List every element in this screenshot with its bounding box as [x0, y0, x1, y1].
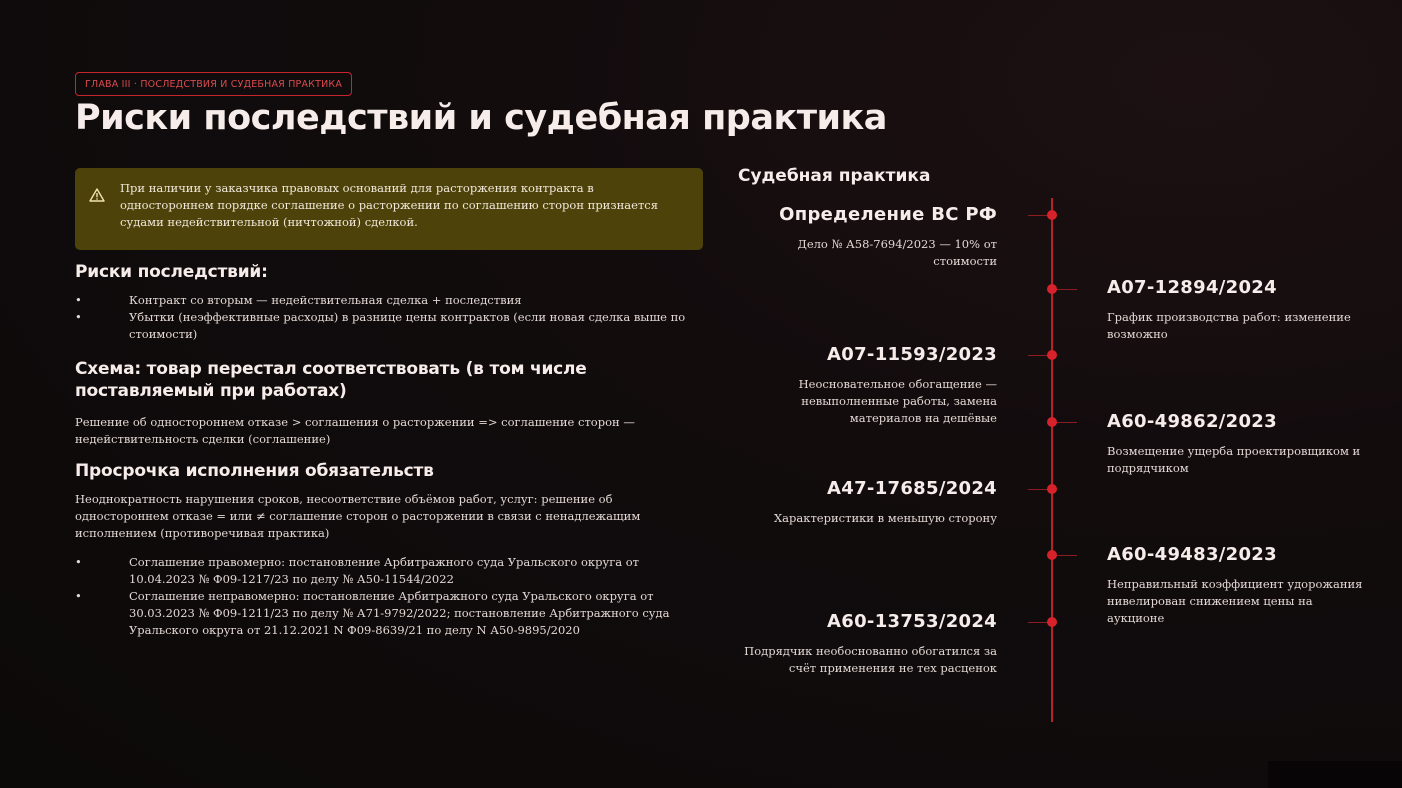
timeline-node: [1047, 210, 1057, 220]
timeline-case: [735, 477, 997, 527]
delay-list: [75, 554, 705, 639]
timeline-case: [735, 203, 997, 270]
case-desc: Характеристики в меньшую сторону: [774, 511, 997, 525]
case-title: А60-49862/2023: [1107, 411, 1277, 432]
page-title: Риски последствий и судебная практика: [75, 98, 887, 138]
scheme-text: Решение об одностороннем отказе > соглашения о расторжении => соглашение сторон — недействительность сделки (соглашение): [75, 415, 635, 446]
warning-text: При наличии у заказчика правовых оснований для расторжения контракта в одностороннем порядке соглашение о расторжении по соглашению сторон признается судами недействительной (ничтожной) сделкой.: [120, 181, 659, 229]
warning-callout: [75, 168, 703, 250]
timeline-node: [1047, 284, 1057, 294]
case-desc: Дело № А58-7694/2023 — 10% от стоимости: [797, 237, 997, 268]
delay-text: Неоднократность нарушения сроков, несоответствие объёмов работ, услуг: решение об одностороннем отказе = или ≠ соглашение сторон о расторжении в связи с ненадлежащим исполнением (противоречивая практика): [75, 492, 641, 540]
timeline-case: [1107, 410, 1367, 477]
scheme-heading: Схема: товар перестал соответствовать (в том числе поставляемый при работах): [75, 359, 587, 401]
case-desc: Неосновательное обогащение — невыполненные работы, замена материалов на дешёвые: [798, 377, 997, 425]
case-title: А07-11593/2023: [827, 344, 997, 365]
case-title: А60-13753/2024: [827, 611, 997, 632]
timeline-case: [735, 610, 997, 677]
timeline-node: [1047, 484, 1057, 494]
list-item: • Соглашение правомерно: постановление Арбитражного суда Уральского округа от 10.04.2023 № Ф09-1217/23 по делу № А50-11544/2022: [75, 554, 705, 588]
timeline-node: [1047, 617, 1057, 627]
list-item: • Убытки (неэффективные расходы) в разнице цены контрактов (если новая сделка выше по стоимости): [75, 309, 705, 343]
case-title: А07-12894/2024: [1107, 277, 1277, 298]
risks-heading: Риски последствий:: [75, 262, 268, 282]
case-desc: График производства работ: изменение возможно: [1107, 310, 1351, 341]
case-desc: Подрядчик необоснованно обогатился за счёт применения не тех расценок: [744, 644, 997, 675]
corner-overlay: [1268, 761, 1402, 788]
chapter-tag: ГЛАВА III · ПОСЛЕДСТВИЯ И СУДЕБНАЯ ПРАКТИКА: [75, 72, 352, 96]
timeline-node: [1047, 550, 1057, 560]
timeline-case: [735, 343, 997, 427]
timeline-case: [1107, 543, 1367, 627]
case-title: А60-49483/2023: [1107, 544, 1277, 565]
timeline-case: [1107, 276, 1367, 343]
delay-heading: Просрочка исполнения обязательств: [75, 461, 434, 481]
case-desc: Неправильный коэффициент удорожания нивелирован снижением цены на аукционе: [1107, 577, 1363, 625]
list-item: • Контракт со вторым — недействительная сделка + последствия: [75, 292, 705, 309]
timeline-axis: [1051, 198, 1053, 722]
case-title: Определение ВС РФ: [779, 204, 997, 225]
case-desc: Возмещение ущерба проектировщиком и подрядчиком: [1107, 444, 1361, 475]
timeline-node: [1047, 350, 1057, 360]
risks-list: [75, 292, 705, 343]
list-item: • Соглашение неправомерно: постановление Арбитражного суда Уральского округа от 30.03.2023 № Ф09-1211/23 по делу № А71-9792/2022; постановление Арбитражного суда Уральского округа от 21.12.2021 N Ф09-8639/21 по делу N А50-9895/2020: [75, 588, 705, 639]
timeline-node: [1047, 417, 1057, 427]
case-title: А47-17685/2024: [827, 478, 997, 499]
warning-triangle-icon: [89, 187, 105, 203]
timeline-heading: Судебная практика: [738, 166, 931, 186]
